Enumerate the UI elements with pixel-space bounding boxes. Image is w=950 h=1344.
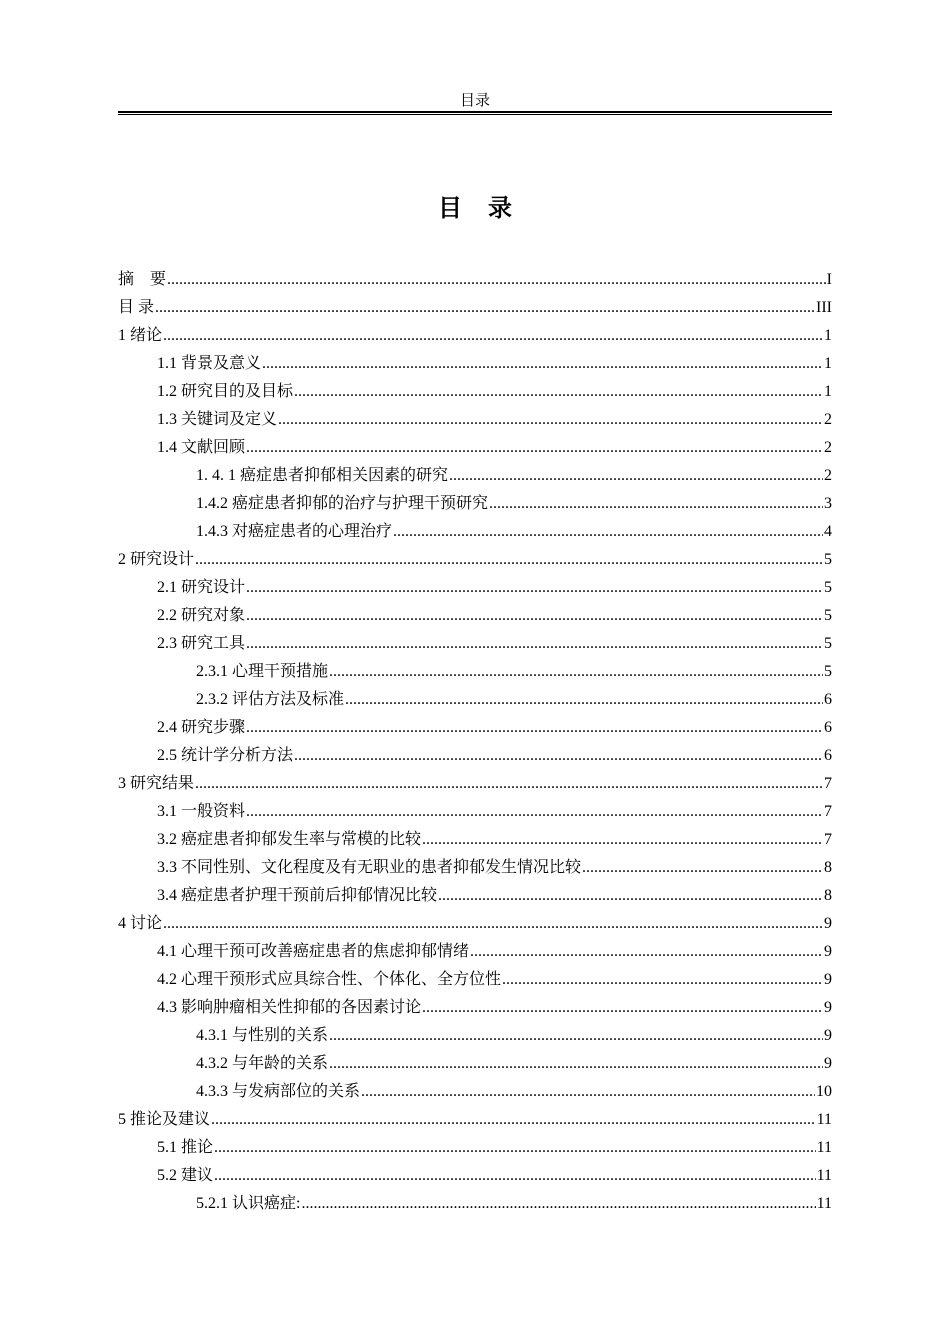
toc-entry[interactable]: [118, 602, 832, 630]
toc-dot-leader: [294, 378, 823, 406]
toc-entry-label: 5.2 建议: [157, 1167, 214, 1184]
toc-entry[interactable]: [118, 994, 832, 1022]
toc-entry-page-number: 1: [824, 327, 832, 344]
toc-entry-page-number: 1: [824, 355, 832, 372]
toc-dot-leader: [246, 714, 823, 742]
toc-dot-leader: [246, 574, 823, 602]
toc-dot-leader: [155, 294, 815, 322]
toc-entry-label: 4.3.1 与性别的关系: [196, 1027, 329, 1044]
toc-entry[interactable]: [118, 1050, 832, 1078]
toc-entry-page-number: 8: [824, 887, 832, 904]
toc-entry[interactable]: [118, 378, 832, 406]
toc-dot-leader: [246, 798, 823, 826]
toc-entry-page-number: 9: [824, 915, 832, 932]
toc-entry[interactable]: [118, 322, 832, 350]
toc-entry[interactable]: [118, 434, 832, 462]
toc-dot-leader: [195, 546, 823, 574]
toc-entry[interactable]: [118, 546, 832, 574]
toc-entry[interactable]: [118, 798, 832, 826]
toc-entry[interactable]: [118, 686, 832, 714]
toc-entry[interactable]: [118, 826, 832, 854]
toc-entry-page-number: 10: [816, 1083, 832, 1100]
toc-entry-page-number: 9: [824, 1027, 832, 1044]
toc-dot-leader: [301, 1190, 815, 1218]
toc-entry-label: 5.1 推论: [157, 1139, 214, 1156]
toc-entry[interactable]: [118, 658, 832, 686]
toc-entry-page-number: 5: [824, 551, 832, 568]
toc-dot-leader: [582, 854, 823, 882]
toc-title: 目 录: [438, 196, 522, 222]
toc-entry-page-number: 11: [816, 1167, 832, 1184]
toc-entry-page-number: 6: [824, 747, 832, 764]
toc-dot-leader: [438, 882, 823, 910]
toc-dot-leader: [262, 350, 823, 378]
toc-entry[interactable]: [118, 1078, 832, 1106]
toc-entry-label: 目 录: [118, 299, 155, 316]
toc-entry-label: 4.2 心理干预形式应具综合性、个体化、全方位性: [157, 971, 502, 988]
toc-entry-page-number: 2: [824, 467, 832, 484]
toc-entry[interactable]: [118, 938, 832, 966]
toc-entry[interactable]: [118, 714, 832, 742]
toc-entry-page-number: 9: [824, 1055, 832, 1072]
toc-entry-label: 1.4.2 癌症患者抑郁的治疗与护理干预研究: [196, 495, 489, 512]
toc-entry-page-number: 7: [824, 831, 832, 848]
toc-entry-page-number: 11: [816, 1195, 832, 1212]
toc-dot-leader: [246, 434, 823, 462]
toc-entry-label: 4.3.3 与发病部位的关系: [196, 1083, 361, 1100]
table-of-contents: [118, 266, 832, 1218]
toc-entry[interactable]: [118, 294, 832, 322]
toc-dot-leader: [489, 490, 823, 518]
toc-entry[interactable]: [118, 1106, 832, 1134]
toc-entry-label: 2.2 研究对象: [157, 607, 246, 624]
toc-dot-leader: [502, 966, 823, 994]
toc-dot-leader: [214, 1134, 816, 1162]
toc-entry-page-number: 5: [824, 635, 832, 652]
toc-entry[interactable]: [118, 1134, 832, 1162]
toc-entry-label: 5.2.1 认识癌症:: [196, 1195, 301, 1212]
toc-entry-page-number: 4: [824, 523, 832, 540]
toc-dot-leader: [329, 1050, 823, 1078]
toc-entry-label: 4.3.2 与年龄的关系: [196, 1055, 329, 1072]
toc-entry-label: 3.4 癌症患者护理干预前后抑郁情况比较: [157, 887, 438, 904]
running-header-text: 目录: [459, 93, 490, 109]
toc-entry-page-number: 9: [824, 999, 832, 1016]
toc-entry[interactable]: [118, 462, 832, 490]
toc-dot-leader: [449, 462, 823, 490]
toc-entry-label: 1. 4. 1 癌症患者抑郁相关因素的研究: [196, 467, 449, 484]
toc-entry-page-number: 8: [824, 859, 832, 876]
toc-entry[interactable]: [118, 910, 832, 938]
toc-entry-label: 5 推论及建议: [118, 1111, 211, 1128]
toc-entry-label: 3 研究结果: [118, 775, 195, 792]
toc-entry-page-number: 9: [824, 943, 832, 960]
toc-entry[interactable]: [118, 490, 832, 518]
toc-dot-leader: [422, 994, 823, 1022]
toc-entry-label: 2 研究设计: [118, 551, 195, 568]
toc-entry-label: 2.3.2 评估方法及标准: [196, 691, 345, 708]
toc-entry[interactable]: [118, 630, 832, 658]
toc-entry-label: 4.3 影响肿瘤相关性抑郁的各因素讨论: [157, 999, 422, 1016]
toc-entry-page-number: 6: [824, 691, 832, 708]
toc-entry-label: 1.3 关键词及定义: [157, 411, 278, 428]
header-rule-thin: [118, 114, 832, 115]
toc-dot-leader: [211, 1106, 816, 1134]
toc-entry-label: 2.3 研究工具: [157, 635, 246, 652]
toc-entry-label: 2.3.1 心理干预措施: [196, 663, 329, 680]
toc-dot-leader: [294, 742, 823, 770]
toc-entry[interactable]: [118, 574, 832, 602]
toc-entry-page-number: 3: [824, 495, 832, 512]
toc-entry-label: 2.1 研究设计: [157, 579, 246, 596]
toc-entry-page-number: I: [826, 271, 832, 288]
toc-entry-page-number: 2: [824, 411, 832, 428]
toc-entry-label: 1.4 文献回顾: [157, 439, 246, 456]
toc-entry-page-number: 9: [824, 971, 832, 988]
toc-entry[interactable]: [118, 1190, 832, 1218]
toc-entry-label: 2.4 研究步骤: [157, 719, 246, 736]
toc-entry-label: 3.1 一般资料: [157, 803, 246, 820]
toc-dot-leader: [195, 770, 823, 798]
toc-dot-leader: [167, 266, 826, 294]
toc-entry[interactable]: [118, 882, 832, 910]
toc-dot-leader: [163, 910, 823, 938]
toc-entry[interactable]: [118, 966, 832, 994]
toc-dot-leader: [329, 1022, 823, 1050]
toc-entry-page-number: 11: [816, 1111, 832, 1128]
toc-entry-label: 1.4.3 对癌症患者的心理治疗: [196, 523, 393, 540]
toc-entry-label: 1 绪论: [118, 327, 163, 344]
toc-dot-leader: [361, 1078, 815, 1106]
toc-entry[interactable]: [118, 1022, 832, 1050]
toc-dot-leader: [163, 322, 823, 350]
toc-entry-label: 1.1 背景及意义: [157, 355, 262, 372]
toc-dot-leader: [470, 938, 823, 966]
toc-dot-leader: [329, 658, 823, 686]
toc-entry[interactable]: [118, 770, 832, 798]
toc-dot-leader: [246, 602, 823, 630]
toc-dot-leader: [345, 686, 823, 714]
toc-entry[interactable]: [118, 1162, 832, 1190]
toc-entry-page-number: 5: [824, 607, 832, 624]
toc-entry-label: 4 讨论: [118, 915, 163, 932]
toc-entry[interactable]: [118, 742, 832, 770]
toc-entry-page-number: 7: [824, 803, 832, 820]
toc-dot-leader: [422, 826, 823, 854]
toc-entry-label: 4.1 心理干预可改善癌症患者的焦虑抑郁情绪: [157, 943, 470, 960]
toc-entry-page-number: 5: [824, 663, 832, 680]
toc-entry[interactable]: [118, 350, 832, 378]
toc-entry[interactable]: [118, 518, 832, 546]
toc-entry[interactable]: [118, 406, 832, 434]
toc-entry-page-number: III: [816, 299, 832, 316]
toc-entry-page-number: 11: [816, 1139, 832, 1156]
toc-entry-page-number: 6: [824, 719, 832, 736]
toc-dot-leader: [214, 1162, 816, 1190]
toc-dot-leader: [246, 630, 823, 658]
toc-entry-label: 摘 要: [118, 271, 167, 288]
toc-dot-leader: [278, 406, 823, 434]
toc-entry-page-number: 1: [824, 383, 832, 400]
toc-dot-leader: [393, 518, 823, 546]
toc-entry-label: 3.3 不同性别、文化程度及有无职业的患者抑郁发生情况比较: [157, 859, 582, 876]
toc-entry[interactable]: [118, 854, 832, 882]
toc-entry[interactable]: [118, 266, 832, 294]
toc-entry-page-number: 7: [824, 775, 832, 792]
header-rule-thick: [118, 111, 832, 113]
toc-entry-label: 1.2 研究目的及目标: [157, 383, 294, 400]
toc-entry-label: 2.5 统计学分析方法: [157, 747, 294, 764]
toc-entry-page-number: 5: [824, 579, 832, 596]
toc-entry-page-number: 2: [824, 439, 832, 456]
toc-entry-label: 3.2 癌症患者抑郁发生率与常模的比较: [157, 831, 422, 848]
